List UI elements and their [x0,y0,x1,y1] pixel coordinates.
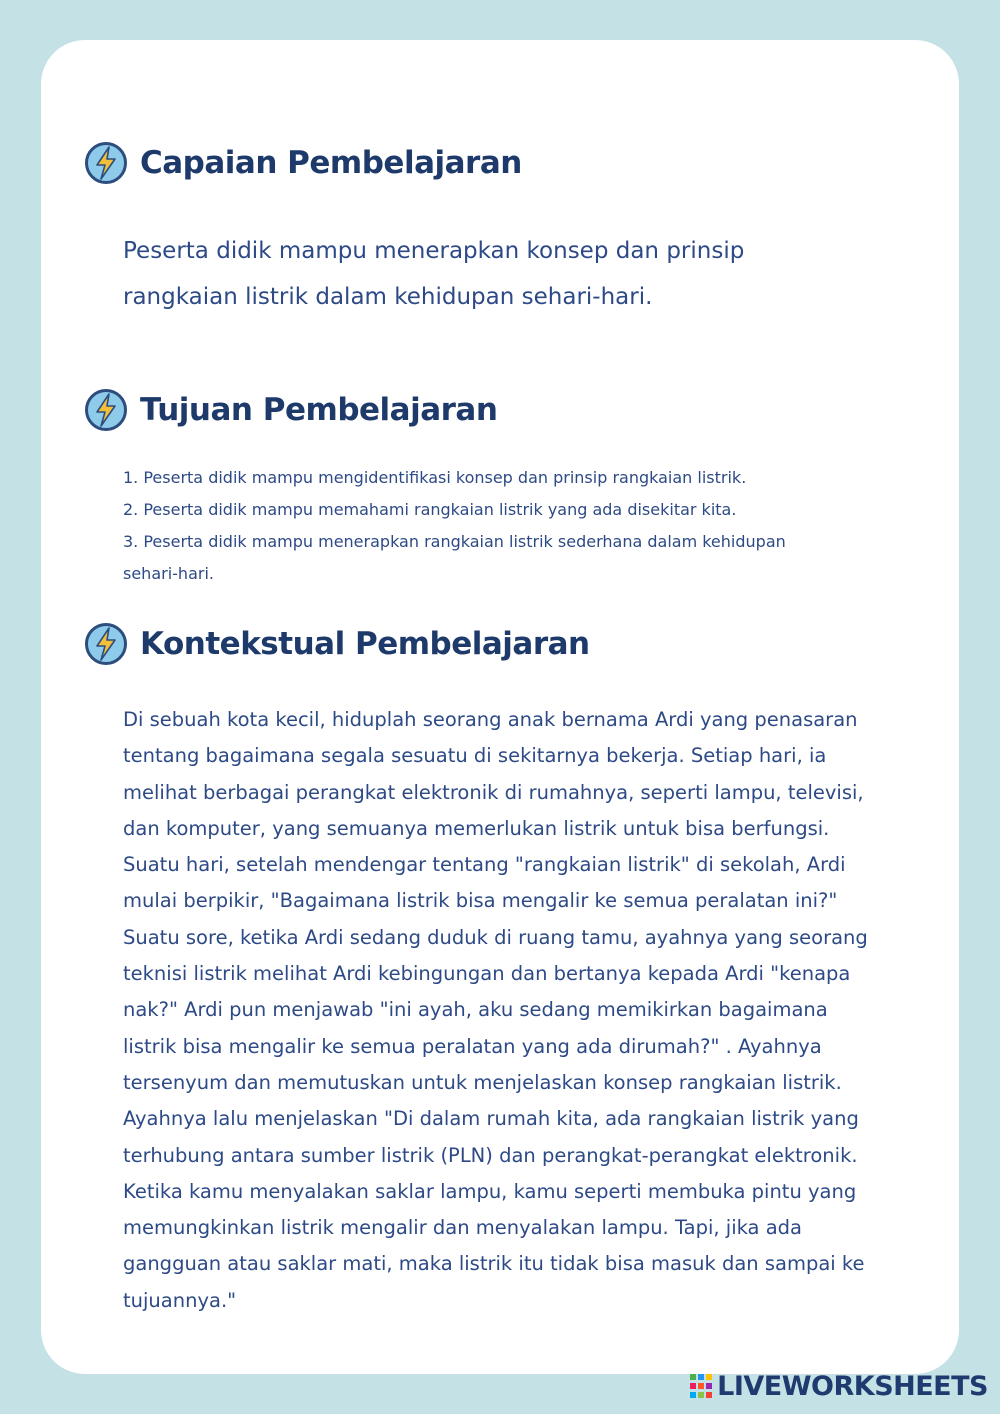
story-line: tersenyum dan memutuskan untuk menjelaskan konsep rangkaian listrik. [123,1070,842,1094]
story-line: nak?" Ardi pun menjawab "ini ayah, aku sedang memikirkan bagaimana [123,998,828,1022]
lightning-bolt-icon [84,388,128,432]
lightning-bolt-icon [84,622,128,666]
section-title: Tujuan Pembelajaran [140,392,498,428]
section-heading-tujuan [84,386,497,434]
liveworksheets-logo-icon [689,1372,713,1400]
learning-goals-list [123,462,883,590]
story-line: terhubung antara sumber listrik (PLN) dan perangkat-perangkat elektronik. [123,1143,858,1167]
text-line: rangkaian listrik dalam kehidupan sehari-hari. [123,284,653,310]
liveworksheets-brand[interactable] [689,1370,988,1402]
story-paragraph [123,702,883,1319]
section-heading-kontekstual [84,620,590,668]
story-line: Di sebuah kota kecil, hiduplah seorang anak bernama Ardi yang penasaran [123,708,858,731]
story-line: listrik bisa mengalir ke semua peralatan yang ada dirumah?" . Ayahnya [123,1034,822,1058]
capaian-text [123,228,843,320]
story-line: teknisi listrik melihat Ardi kebingungan dan bertanya kepada Ardi "kenapa [123,962,851,986]
text-line: Peserta didik mampu menerapkan konsep dan prinsip [123,238,745,264]
list-item: 1. Peserta didik mampu mengidentifikasi konsep dan prinsip rangkaian listrik. [123,468,747,487]
section-title: Capaian Pembelajaran [140,145,522,181]
list-item: 3. Peserta didik mampu menerapkan rangkaian listrik sederhana dalam kehidupan [123,532,786,551]
story-line: Ketika kamu menyalakan saklar lampu, kamu seperti membuka pintu yang [123,1179,857,1203]
list-item: sehari-hari. [123,564,214,583]
story-line: mulai berpikir, "Bagaimana listrik bisa mengalir ke semua peralatan ini?" [123,889,838,913]
story-line: Ayahnya lalu menjelaskan "Di dalam rumah kita, ada rangkaian listrik yang [123,1107,859,1131]
story-line: gangguan atau saklar mati, maka listrik itu tidak bisa masuk dan sampai ke [123,1252,865,1276]
story-line: dan komputer, yang semuanya memerlukan listrik untuk bisa berfungsi. [123,816,830,840]
story-line: tentang bagaimana segala sesuatu di sekitarnya bekerja. Setiap hari, ia [123,744,827,768]
section-heading-capaian [84,139,522,187]
brand-name: LIVEWORKSHEETS [717,1370,988,1402]
story-line: tujuannya." [123,1288,237,1312]
story-line: memungkinkan listrik mengalir dan menyalakan lampu. Tapi, jika ada [123,1216,802,1240]
section-title: Kontekstual Pembelajaran [140,626,590,662]
story-line: Suatu sore, ketika Ardi sedang duduk di ruang tamu, ayahnya yang seorang [123,925,868,949]
lightning-bolt-icon [84,141,128,185]
story-line: Suatu hari, setelah mendengar tentang "rangkaian listrik" di sekolah, Ardi [123,853,846,877]
list-item: 2. Peserta didik mampu memahami rangkaian listrik yang ada disekitar kita. [123,500,737,519]
story-line: melihat berbagai perangkat elektronik di rumahnya, seperti lampu, televisi, [123,780,864,804]
